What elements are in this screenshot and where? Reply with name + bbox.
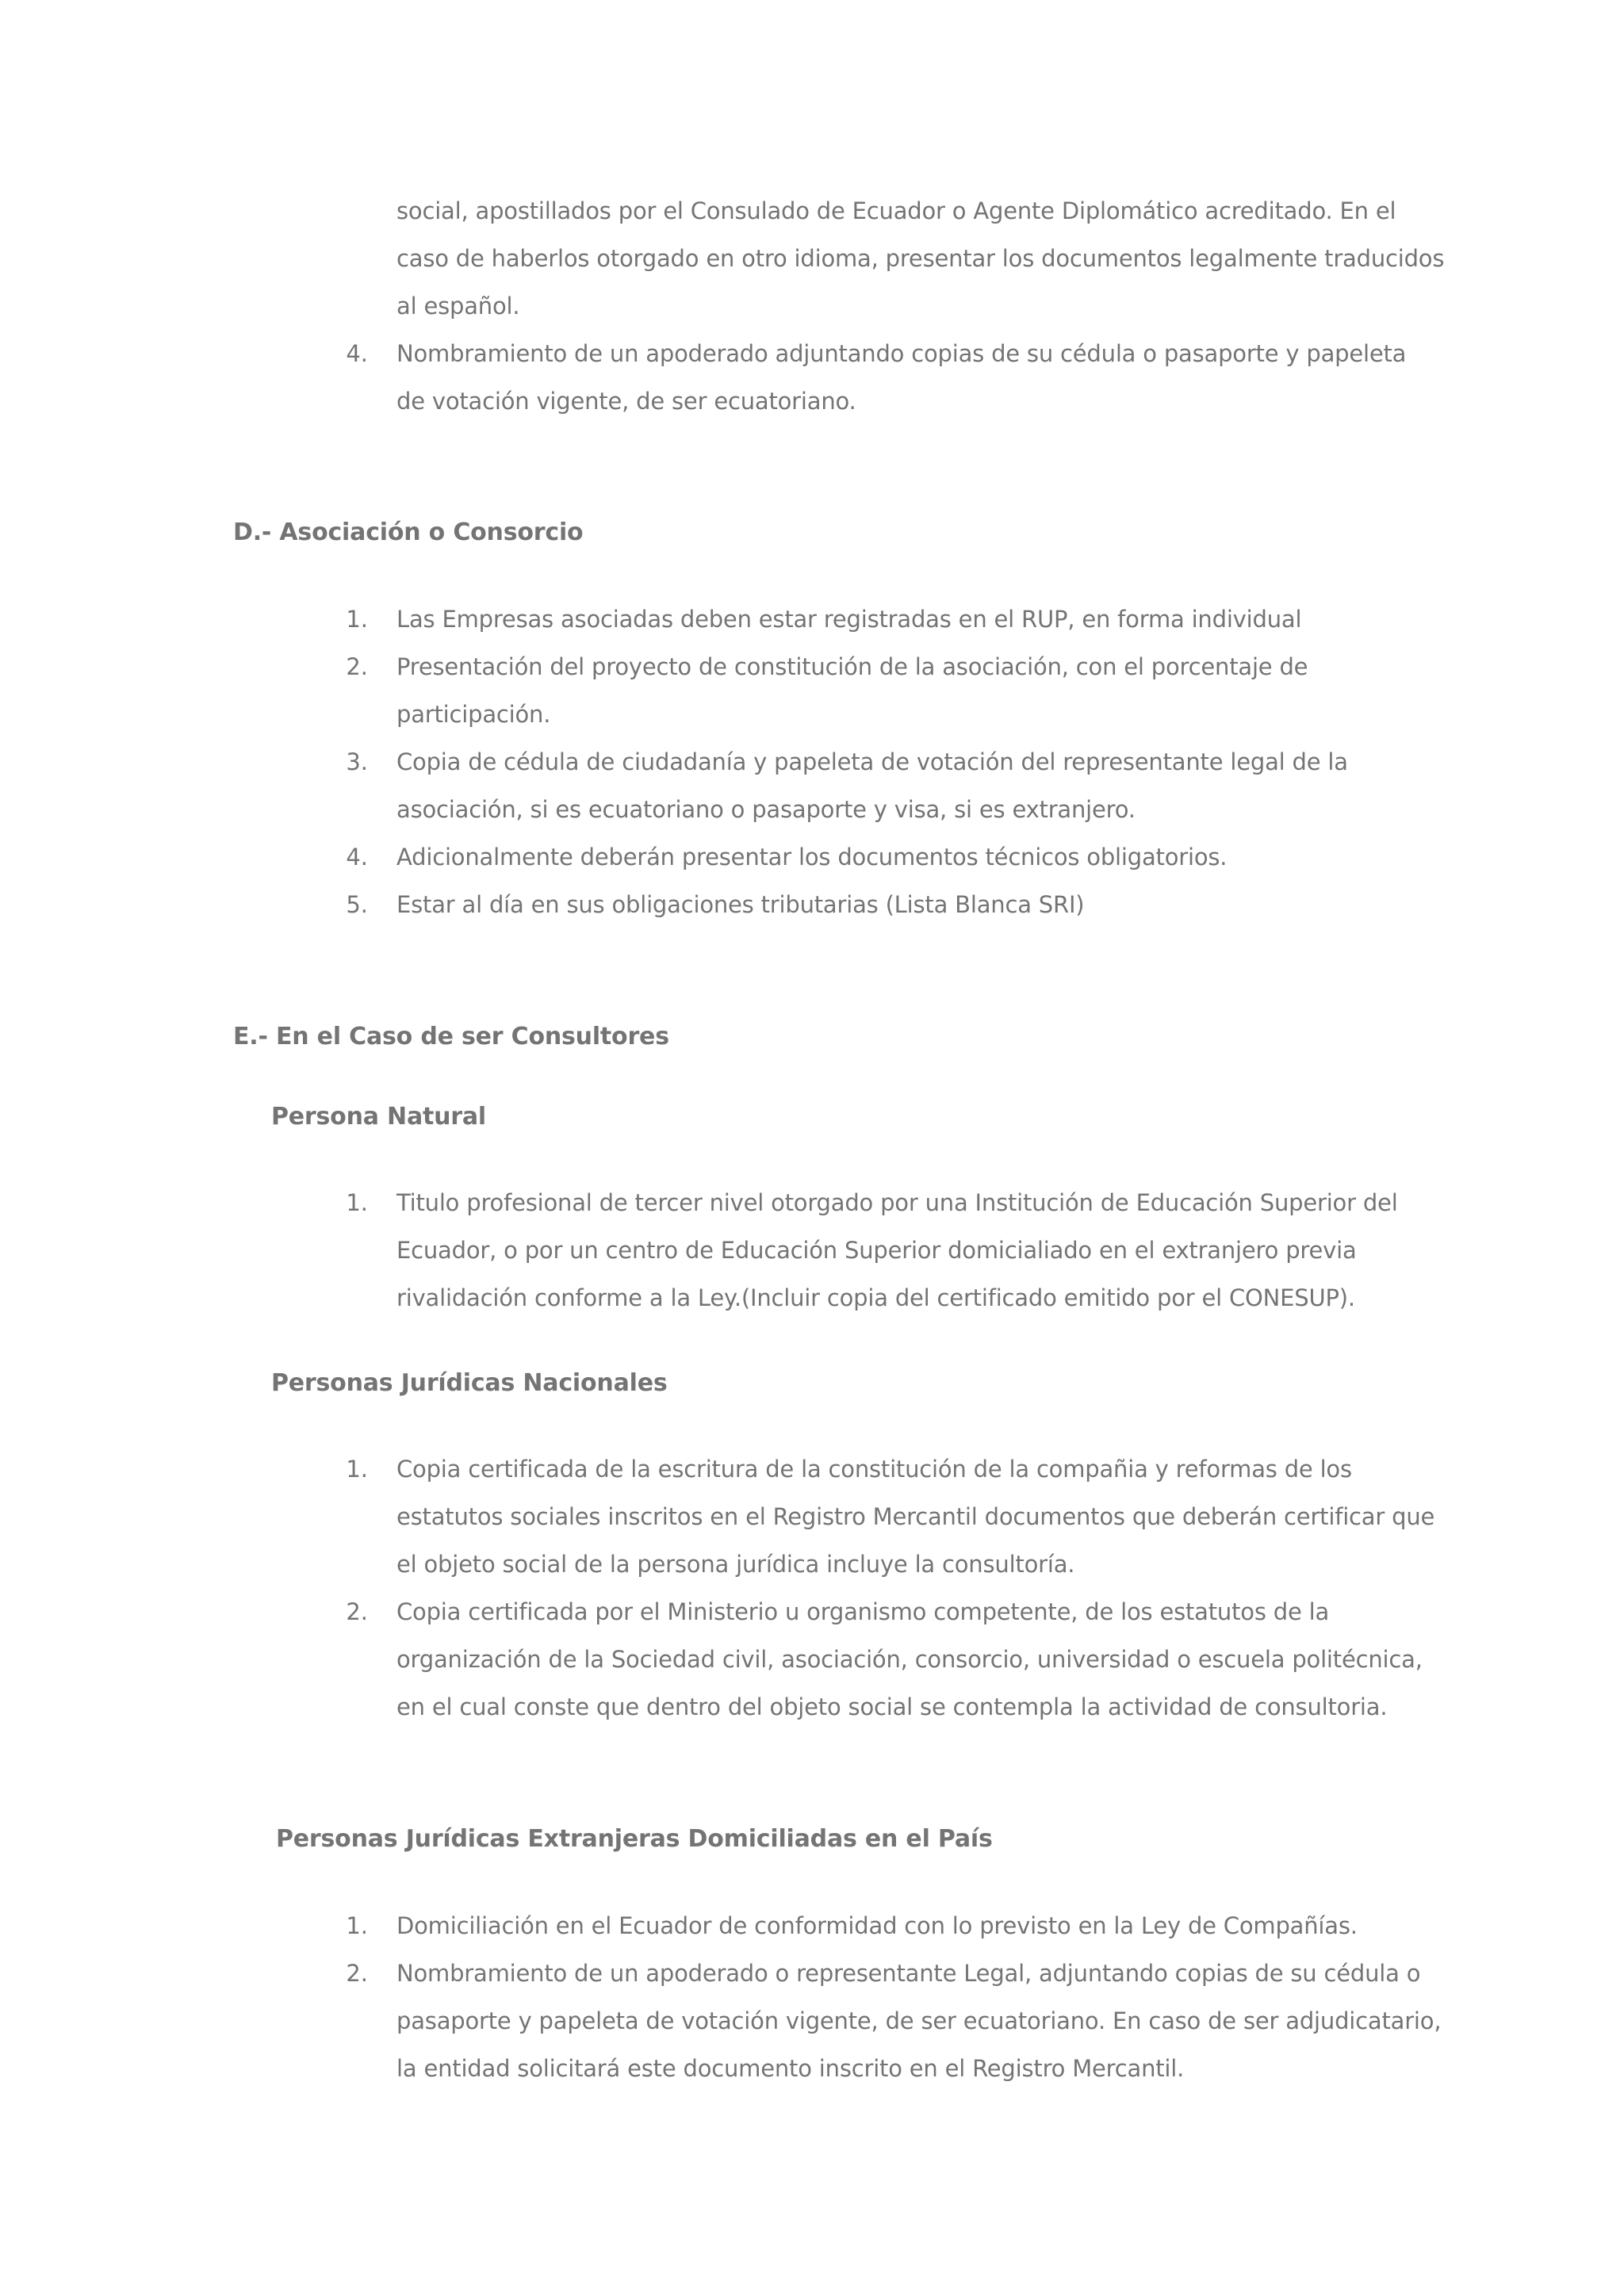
- list-item-text: caso de haberlos otorgado en otro idioma, presentar los documentos legalmente traducidos: [396, 245, 1445, 272]
- list-item-text: Ecuador, o por un centro de Educación Superior domicialiado en el extranjero previa: [396, 1237, 1357, 1264]
- list-item-text: la entidad solicitará este documento inscrito en el Registro Mercantil.: [396, 2055, 1185, 2082]
- section-heading-d: D.- Asociación o Consorcio: [233, 519, 584, 546]
- list-item-text: Copia de cédula de ciudadanía y papeleta de votación del representante legal de la: [396, 748, 1348, 775]
- list-item-text: en el cual conste que dentro del objeto social se contempla la actividad de consultoria.: [396, 1693, 1388, 1720]
- list-item-text: Copia certificada por el Ministerio u organismo competente, de los estatutos de la: [396, 1598, 1330, 1625]
- list-item-text: Titulo profesional de tercer nivel otorgado por una Institución de Educación Superior del: [396, 1189, 1398, 1216]
- list-number: 5.: [346, 891, 368, 918]
- list-item-text: organización de la Sociedad civil, asociación, consorcio, universidad o escuela politécnica,: [396, 1646, 1423, 1673]
- list-number: 2.: [346, 1960, 368, 1987]
- list-number: 2.: [346, 653, 368, 680]
- list-item-text: de votación vigente, de ser ecuatoriano.: [396, 388, 856, 415]
- list-number: 1.: [346, 1456, 368, 1483]
- list-item-text: Presentación del proyecto de constitución de la asociación, con el porcentaje de: [396, 653, 1308, 680]
- list-item-text: Adicionalmente deberán presentar los documentos técnicos obligatorios.: [396, 844, 1228, 871]
- list-number: 1.: [346, 1912, 368, 1939]
- list-item-text: Estar al día en sus obligaciones tributarias (Lista Blanca SRI): [396, 891, 1085, 918]
- list-number: 2.: [346, 1598, 368, 1625]
- list-number: 1.: [346, 606, 368, 633]
- list-item-text: asociación, si es ecuatoriano o pasaporte y visa, si es extranjero.: [396, 796, 1136, 823]
- list-item-text: el objeto social de la persona jurídica incluye la consultoría.: [396, 1551, 1075, 1578]
- list-item-text: estatutos sociales inscritos en el Registro Mercantil documentos que deberán certificar que: [396, 1503, 1435, 1530]
- list-item-text: Domiciliación en el Ecuador de conformidad con lo previsto en la Ley de Compañías.: [396, 1912, 1358, 1939]
- subsection-heading-persona-natural: Persona Natural: [271, 1103, 487, 1131]
- subsection-heading-nacionales: Personas Jurídicas Nacionales: [271, 1369, 668, 1397]
- list-item-text: Nombramiento de un apoderado adjuntando copias de su cédula o pasaporte y papeleta: [396, 340, 1407, 367]
- list-item-text: social, apostillados por el Consulado de Ecuador o Agente Diplomático acreditado. En el: [396, 197, 1396, 224]
- list-item-text: Las Empresas asociadas deben estar registradas en el RUP, en forma individual: [396, 606, 1302, 633]
- list-number: 3.: [346, 748, 368, 775]
- list-item-text: participación.: [396, 701, 551, 728]
- list-number: 4.: [346, 340, 368, 367]
- list-item-text: Copia certificada de la escritura de la constitución de la compañia y reformas de los: [396, 1456, 1352, 1483]
- list-item-text: rivalidación conforme a la Ley.(Incluir copia del certificado emitido por el CONESUP).: [396, 1284, 1355, 1311]
- list-item-text: al español.: [396, 293, 520, 320]
- list-number: 1.: [346, 1189, 368, 1216]
- list-item-text: Nombramiento de un apoderado o representante Legal, adjuntando copias de su cédula o: [396, 1960, 1421, 1987]
- list-number: 4.: [346, 844, 368, 871]
- list-item-text: pasaporte y papeleta de votación vigente, de ser ecuatoriano. En caso de ser adjudicatario,: [396, 2007, 1442, 2034]
- section-heading-e: E.- En el Caso de ser Consultores: [233, 1023, 669, 1050]
- subsection-heading-extranjeras: Personas Jurídicas Extranjeras Domiciliadas en el País: [276, 1825, 993, 1853]
